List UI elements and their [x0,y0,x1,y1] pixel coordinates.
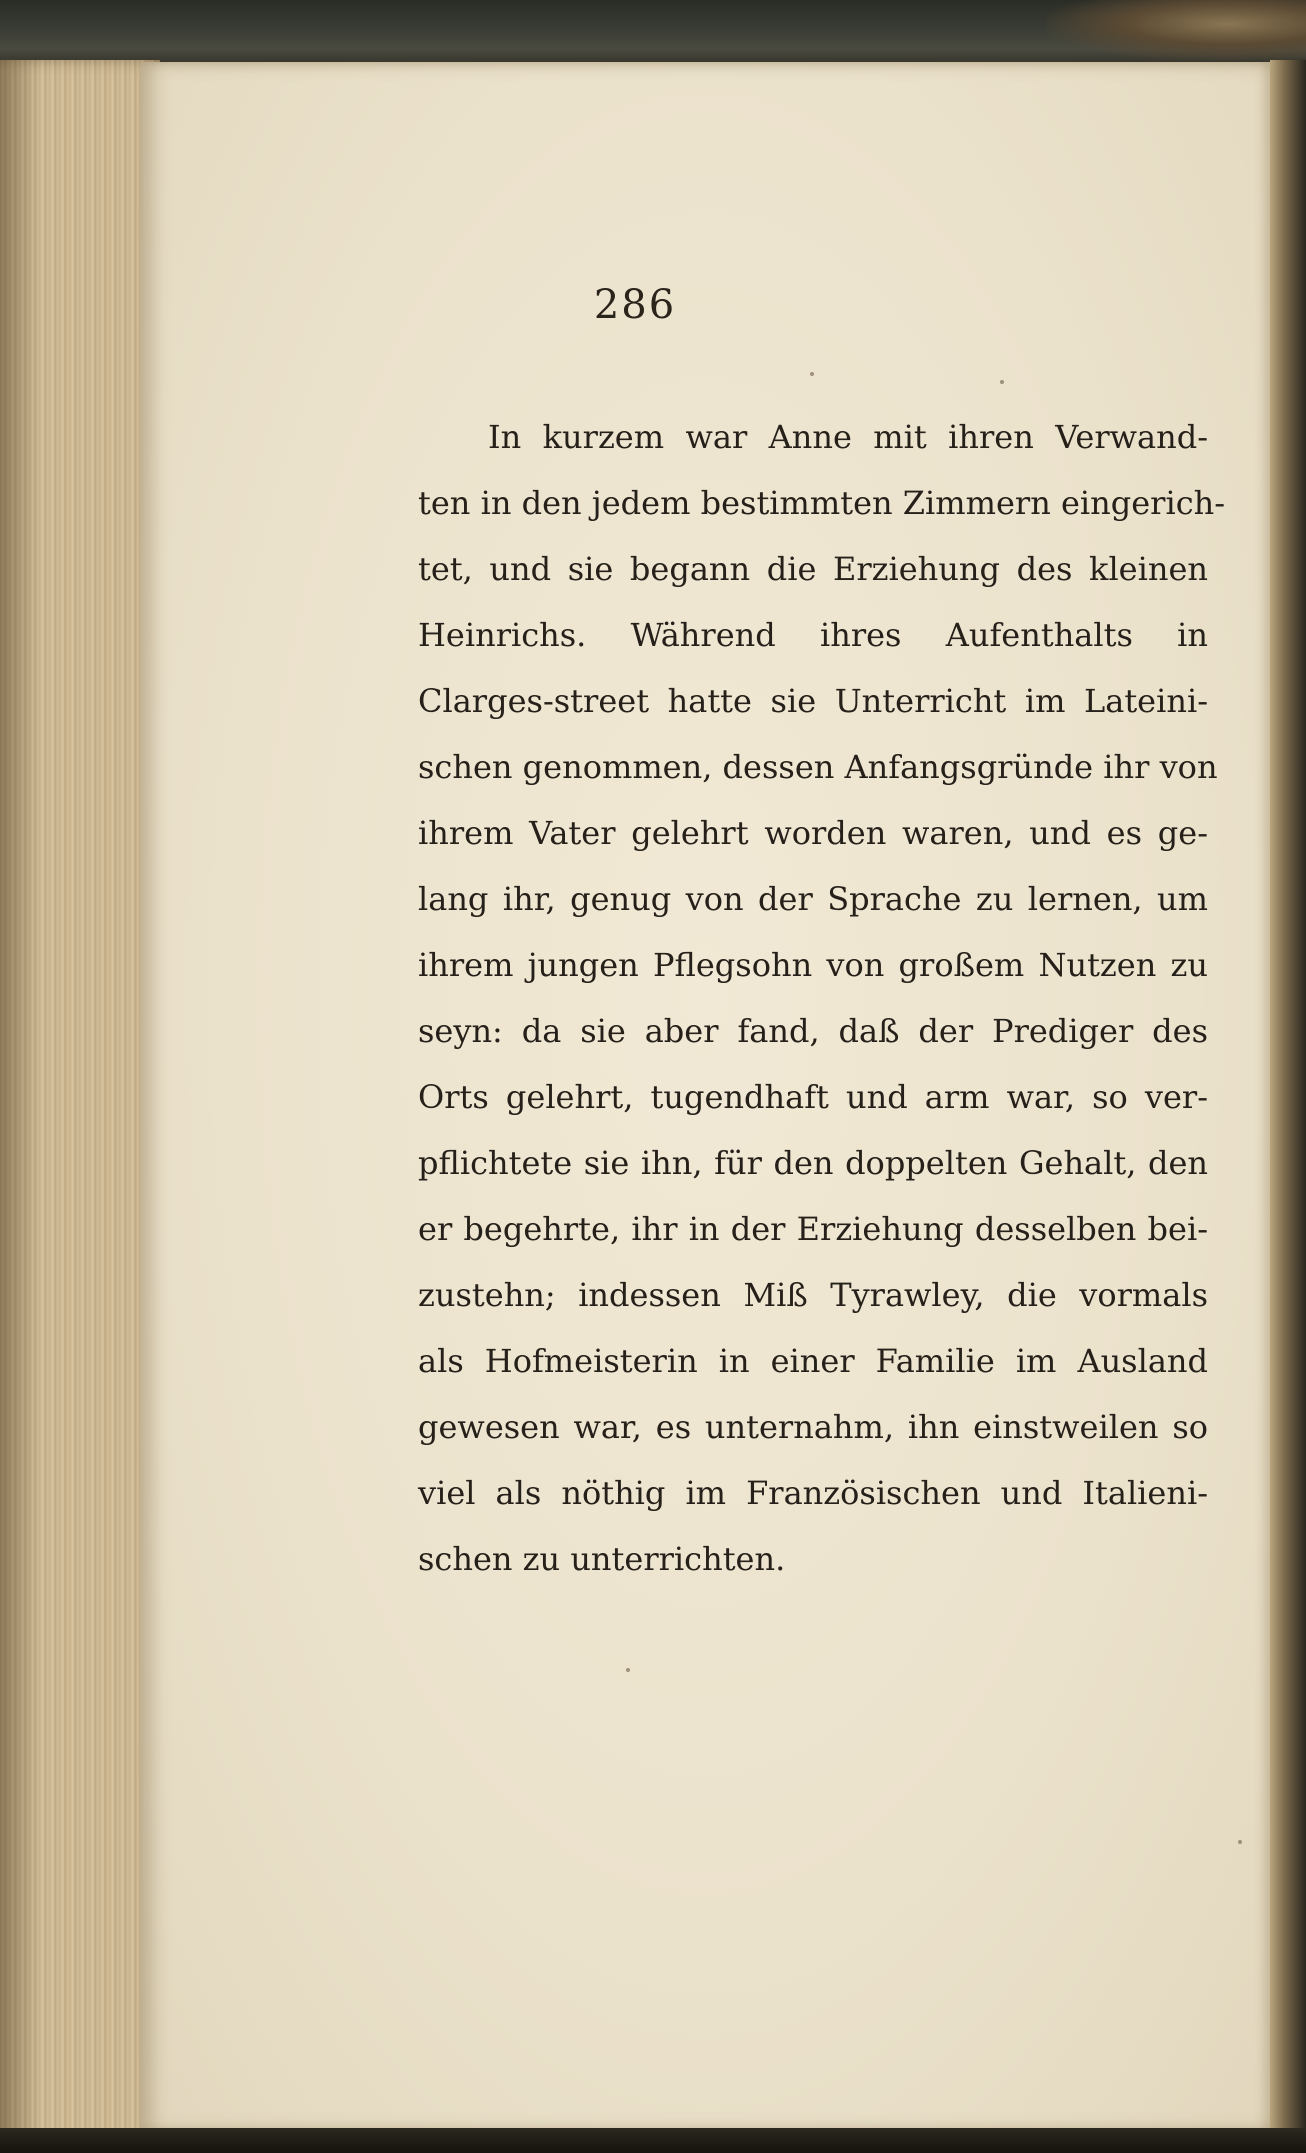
text-line: er begehrte, ihr in der Erziehung desselben bei- [418,1210,1208,1248]
text-line: viel als nöthig im Französischen und Italieni- [418,1474,1208,1512]
text-line: Clarges-street hatte sie Unterricht im Lateini- [418,682,1208,720]
text-line: Heinrichs. Während ihres Aufenthalts in [418,616,1208,654]
paper-speck [1000,380,1004,384]
text-line: gewesen war, es unternahm, ihn einstweilen so [418,1408,1208,1446]
text-line: In kurzem war Anne mit ihren Verwand- [488,418,1208,456]
paper-speck [1238,1840,1242,1844]
book-bottom-edge [0,2128,1306,2153]
text-line: pflichtete sie ihn, für den doppelten Gehalt, den [418,1144,1208,1182]
page-fore-edge [1270,60,1306,2153]
text-line: lang ihr, genug von der Sprache zu lernen, um [418,880,1208,918]
text-line: seyn: da sie aber fand, daß der Prediger des [418,1012,1208,1050]
text-line: schen zu unterrichten. [418,1540,786,1578]
body-text [418,404,1226,1592]
paper-speck [810,372,814,376]
text-line: schen genommen, dessen Anfangsgründe ihr von [418,748,1218,786]
cover-wear-mark [1046,0,1306,60]
text-line: als Hofmeisterin in einer Familie im Ausland [418,1342,1208,1380]
text-line: ihrem jungen Pflegsohn von großem Nutzen zu [418,946,1208,984]
paper-speck [626,1668,630,1672]
text-line: zustehn; indessen Miß Tyrawley, die vormals [418,1276,1208,1314]
text-line: ten in den jedem bestimmten Zimmern eingerich- [418,484,1226,522]
page-stack-shadow [0,60,40,2153]
page-number: 286 [593,282,677,328]
text-line: ihrem Vater gelehrt worden waren, und es ge- [418,814,1208,852]
text-line: Orts gelehrt, tugendhaft und arm war, so ver- [418,1078,1208,1116]
text-line: tet, und sie begann die Erziehung des kleinen [418,550,1208,588]
